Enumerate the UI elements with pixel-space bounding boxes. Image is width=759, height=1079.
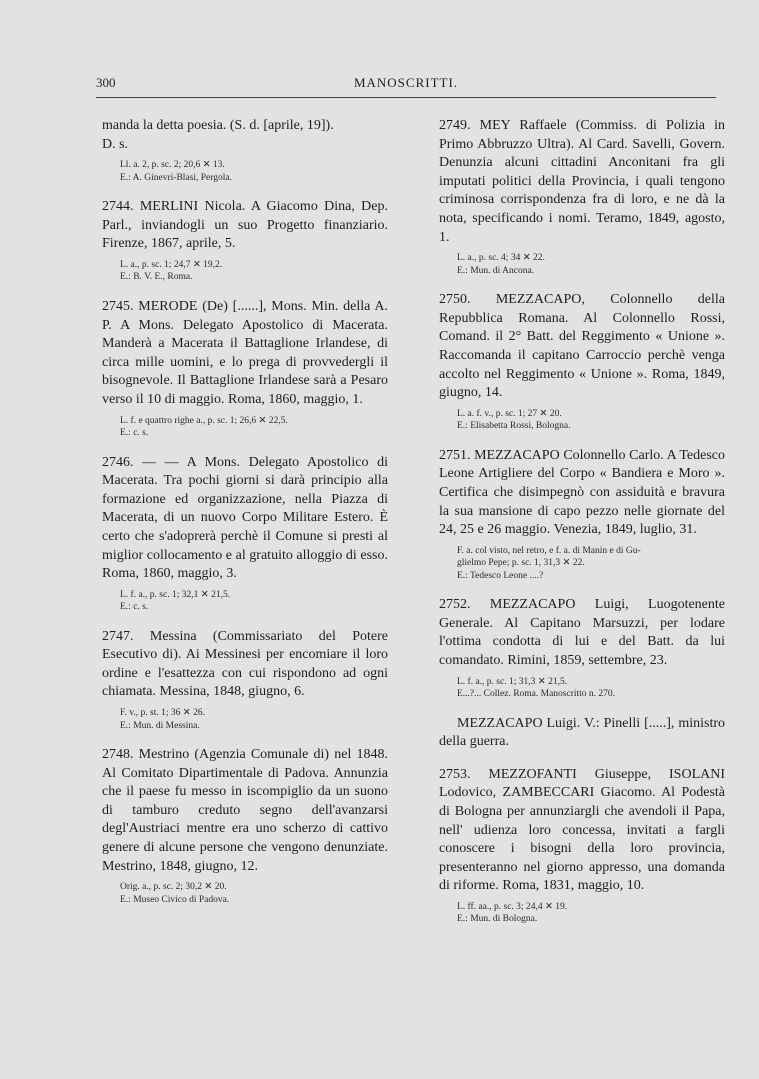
catalog-entry-2753: [439, 766, 725, 926]
entry-meta-line: E.: A. Ginevri-Blasi, Pergola.: [120, 172, 232, 183]
entry-text-line: manda la detta poesia. (S. d. [aprile, 19]).: [102, 118, 334, 133]
entry-meta-line: E.: c. s.: [120, 428, 149, 439]
catalog-entry-2748: [102, 746, 388, 906]
entry-meta-line: E...?... Collez. Roma. Manoscritto n. 270.: [457, 689, 616, 700]
entry-text: 2745. MERODE (De) [......], Mons. Min. della A. P. A Mons. Delegato Apostolico di Macerata. Manderà a Macerata il Battaglione Irlandese, di circa mille uomini, e lo prega di provvedergli il bisognevole. Il Battaglione Irlandese sarà a Pesaro verso il 10 di maggio. Roma, 1860, maggio, 1.: [102, 298, 388, 407]
entry-meta-line: L. a., p. sc. 4; 34 ✕ 22.: [457, 253, 545, 264]
catalog-entry-2750: [439, 291, 725, 433]
entry-text: 2750. MEZZACAPO, Colonnello della Repubblica Romana. Al Colonnello Rossi, Comand. il 2° Batt. del Reggimento « Unione ». Raccomanda il capitano Carroccio perchè venga accolto nel Reggimento « Unione ». Roma, 1849, giugno, 14.: [439, 292, 725, 401]
entry-text: 2747. Messina (Commissariato del Potere Esecutivo di). Ai Messinesi per encomiare il loro ordine e l'esattezza con cui rispondono ad ogni chiamata. Messina, 1848, giugno, 6.: [102, 628, 388, 700]
entry-meta-line: E.: Tedesco Leone ....?: [457, 570, 544, 581]
header-rule: [96, 97, 716, 98]
entry-meta-line: E.: Mun. di Ancona.: [457, 265, 535, 276]
entry-text: 2746. — — A Mons. Delegato Apostolico di Macerata. Tra pochi giorni si darà principio alla formazione ed organizzazione, nella Piazza di Macerata, di un nuovo Corpo Militare Estero. È certo che s'adoprerà perchè il Comune si presti al miglior collocamento e al gratuito alloggio di esso. Roma, 1860, maggio, 3.: [102, 454, 388, 582]
entry-meta-line: E.: c. s.: [120, 602, 149, 613]
entry-meta-line: Ll. a. 2, p. sc. 2; 20,6 ✕ 13.: [120, 160, 225, 171]
entry-meta-line: L. ff. aa., p. sc. 3; 24,4 ✕ 19.: [457, 901, 568, 912]
entry-meta: [439, 901, 725, 926]
left-column: [102, 117, 388, 920]
entry-meta-line: L. f. a., p. sc. 1; 32,1 ✕ 21,5.: [120, 589, 231, 600]
entry-meta: [102, 881, 388, 906]
entry-text-line: D. s.: [102, 136, 129, 152]
entry-meta-line: Orig. a., p. sc. 2; 30,2 ✕ 20.: [120, 882, 227, 893]
entry-text: 2753. MEZZOFANTI Giuseppe, ISOLANI Lodovico, ZAMBECCARI Giacomo. Al Podestà di Bologna per annunziargli che avendoli il Papa, nell' udienza loro concessa, invitati a fargli conoscere i bisogni della loro provincia, presenteranno nel giorno appresso, una domanda di riforme. Roma, 1831, maggio, 10.: [439, 766, 725, 894]
entry-meta: [439, 545, 725, 583]
entry-meta-line: E.: Mun. di Messina.: [120, 720, 200, 731]
entry-meta-line: L. a. f. v., p. sc. 1; 27 ✕ 20.: [457, 408, 562, 419]
entry-meta: [439, 252, 725, 277]
entry-meta: [439, 676, 725, 701]
entry-meta: [102, 589, 388, 614]
entry-meta-line: E.: Museo Civico di Padova.: [120, 894, 230, 905]
cross-reference-text: MEZZACAPO Luigi. V.: Pinelli [.....], ministro della guerra.: [439, 715, 725, 750]
entry-text: 2748. Mestrino (Agenzia Comunale di) nel 1848. Al Comitato Dipartimentale di Padova. Annunzia che il paese fu messo in iscompiglio da un suono di tamburo creduto segno dell'avanzarsi degl'Austriaci mentre era uno scherzo di cattivo genere di alcune persone che vengono denunziate. Mestrino, 1848, giugno, 12.: [102, 747, 388, 874]
entry-meta-line: glielmo Pepe; p. sc. 1, 31,3 ✕ 22.: [457, 558, 585, 569]
page-header: [96, 75, 716, 97]
entry-meta-line: L. f. a., p. sc. 1; 31,3 ✕ 21,5.: [457, 676, 568, 687]
page-number: 300: [96, 75, 116, 90]
entry-meta-line: E.: Elisabetta Rossi, Bologna.: [457, 421, 571, 432]
entry-meta-line: E.: Mun. di Bologna.: [457, 914, 538, 925]
entry-text: 2744. MERLINI Nicola. A Giacomo Dina, Dep. Parl., inviandogli un suo Progetto finanziario. Firenze, 1867, aprile, 5.: [102, 199, 388, 252]
entry-meta: [102, 707, 388, 732]
entry-text: 2751. MEZZACAPO Colonnello Carlo. A Tedesco Leone Artigliere del Corpo « Bandiera e Moro ». Certifica che disimpegnò con assiduità e bravura la sua mansione di capo pezzo nelle giornate del 24, 25 e 26 maggio. Venezia, 1849, luglio, 31.: [439, 447, 725, 538]
entry-meta: [102, 415, 388, 440]
entry-meta: [439, 408, 725, 433]
catalog-entry-continued: [102, 117, 388, 184]
entry-meta-line: F. a. col visto, nel retro, e f. a. di Manin e di Gu-: [457, 545, 641, 556]
entry-text: 2752. MEZZACAPO Luigi, Luogotenente Generale. Al Capitano Marsuzzi, per lodare l'ottima condotta di lui e del Batt. da lui comandato. Rimini, 1859, settembre, 23.: [439, 597, 725, 668]
right-column: [439, 117, 725, 940]
running-title: MANOSCRITTI.: [353, 75, 459, 90]
catalog-entry-2745: [102, 298, 388, 440]
catalog-entry-2744: [102, 198, 388, 284]
entry-meta-line: E.: B. V. E., Roma.: [120, 272, 193, 283]
entry-meta: [102, 159, 388, 184]
cross-reference-note: [439, 715, 725, 752]
entry-meta-line: L. a., p. sc. 1; 24,7 ✕ 19,2.: [120, 259, 223, 270]
catalog-entry-2749: [439, 117, 725, 277]
catalog-entry-2746: [102, 454, 388, 614]
entry-meta-line: F. v., p. st. 1; 36 ✕ 26.: [120, 708, 205, 719]
catalog-entry-2752: [439, 596, 725, 700]
catalog-entry-2751: [439, 447, 725, 582]
entry-meta-line: L. f. e quattro righe a., p. sc. 1; 26,6 ✕ 22,5.: [120, 415, 288, 426]
entry-text: 2749. MEY Raffaele (Commiss. di Polizia in Primo Abbruzzo Ultra). Al Card. Savelli, Govern. Denunzia alcuni cittadini Anconitani fra gli imputati politici della Provincia, i quali tengono criminosa corrispondenza fra di loro, e ne dà la nota, specificando i nomi. Teramo, 1849, agosto, 1.: [439, 118, 725, 245]
catalog-entry-2747: [102, 628, 388, 732]
entry-meta: [102, 259, 388, 284]
